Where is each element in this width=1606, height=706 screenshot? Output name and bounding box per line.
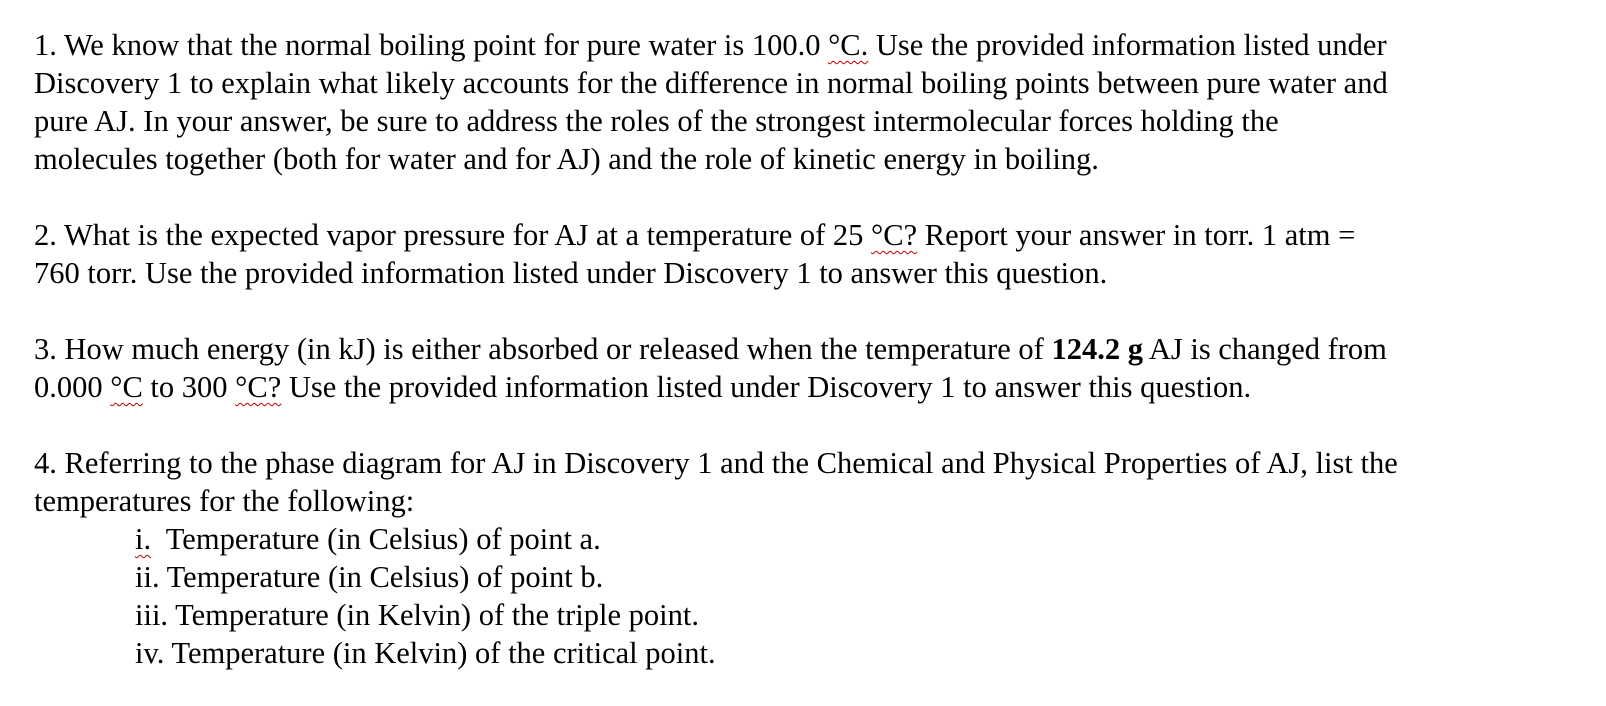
list-item-number: iv. — [135, 636, 165, 670]
question-1 — [34, 26, 1594, 178]
question-1-line-1 — [34, 26, 1594, 64]
paragraph-spacer — [34, 406, 1594, 444]
question-3-line-2 — [34, 368, 1594, 406]
question-1-text-a: 1. We know that the normal boiling point for pure water is 100.0 — [34, 28, 829, 62]
list-item-number: ii. — [135, 560, 160, 594]
question-4-line-1: 4. Referring to the phase diagram for AJ in Discovery 1 and the Chemical and Physical Properties of AJ, list the — [34, 446, 1398, 480]
degree-celsius-flagged: °C? — [871, 218, 918, 252]
question-3-text-c: 0.000 — [34, 370, 111, 404]
question-2-text-a: 2. What is the expected vapor pressure for AJ at a temperature of 25 — [34, 218, 872, 252]
list-item-number: i. — [135, 522, 152, 556]
list-item — [135, 634, 1594, 672]
question-1-line-3: pure AJ. In your answer, be sure to address the roles of the strongest intermolecular forces holding the — [34, 104, 1279, 138]
question-2-line-1 — [34, 216, 1594, 254]
question-4-line-2: temperatures for the following: — [34, 484, 415, 518]
list-item-text: Temperature (in Celsius) of point b. — [159, 560, 604, 594]
paragraph-spacer — [34, 292, 1594, 330]
degree-celsius-flagged: °C? — [235, 370, 282, 404]
list-item-text: Temperature (in Kelvin) of the critical point. — [164, 636, 716, 670]
question-4-list — [34, 520, 1594, 672]
question-2 — [34, 216, 1594, 292]
question-3-text-b: AJ is changed from — [1142, 332, 1387, 366]
paragraph-spacer — [34, 178, 1594, 216]
question-3-text-d: to 300 — [142, 370, 236, 404]
list-item — [135, 558, 1594, 596]
question-2-text-b: Report your answer in torr. 1 atm = — [917, 218, 1356, 252]
list-item-text: Temperature (in Kelvin) of the triple point. — [168, 598, 699, 632]
question-2-line-2: 760 torr. Use the provided information listed under Discovery 1 to answer this question. — [34, 256, 1108, 290]
list-item-text: Temperature (in Celsius) of point a. — [151, 522, 601, 556]
degree-celsius-flagged: °C — [110, 370, 143, 404]
question-1-line-2: Discovery 1 to explain what likely accounts for the difference in normal boiling points between pure water and — [34, 66, 1388, 100]
question-4 — [34, 444, 1594, 672]
list-item — [135, 520, 1594, 558]
question-1-text-b: Use the provided information listed under — [868, 28, 1387, 62]
question-3-text-e: Use the provided information listed under Discovery 1 to answer this question. — [281, 370, 1252, 404]
document-body — [34, 26, 1594, 672]
question-3-text-a: 3. How much energy (in kJ) is either absorbed or released when the temperature of — [34, 332, 1052, 366]
mass-value-bold: 124.2 g — [1051, 332, 1143, 366]
question-1-line-4: molecules together (both for water and for AJ) and the role of kinetic energy in boiling. — [34, 142, 1099, 176]
question-3 — [34, 330, 1594, 406]
list-item — [135, 596, 1594, 634]
question-3-line-1 — [34, 330, 1594, 368]
degree-celsius-flagged: °C. — [828, 28, 869, 62]
list-item-number: iii. — [135, 598, 169, 632]
